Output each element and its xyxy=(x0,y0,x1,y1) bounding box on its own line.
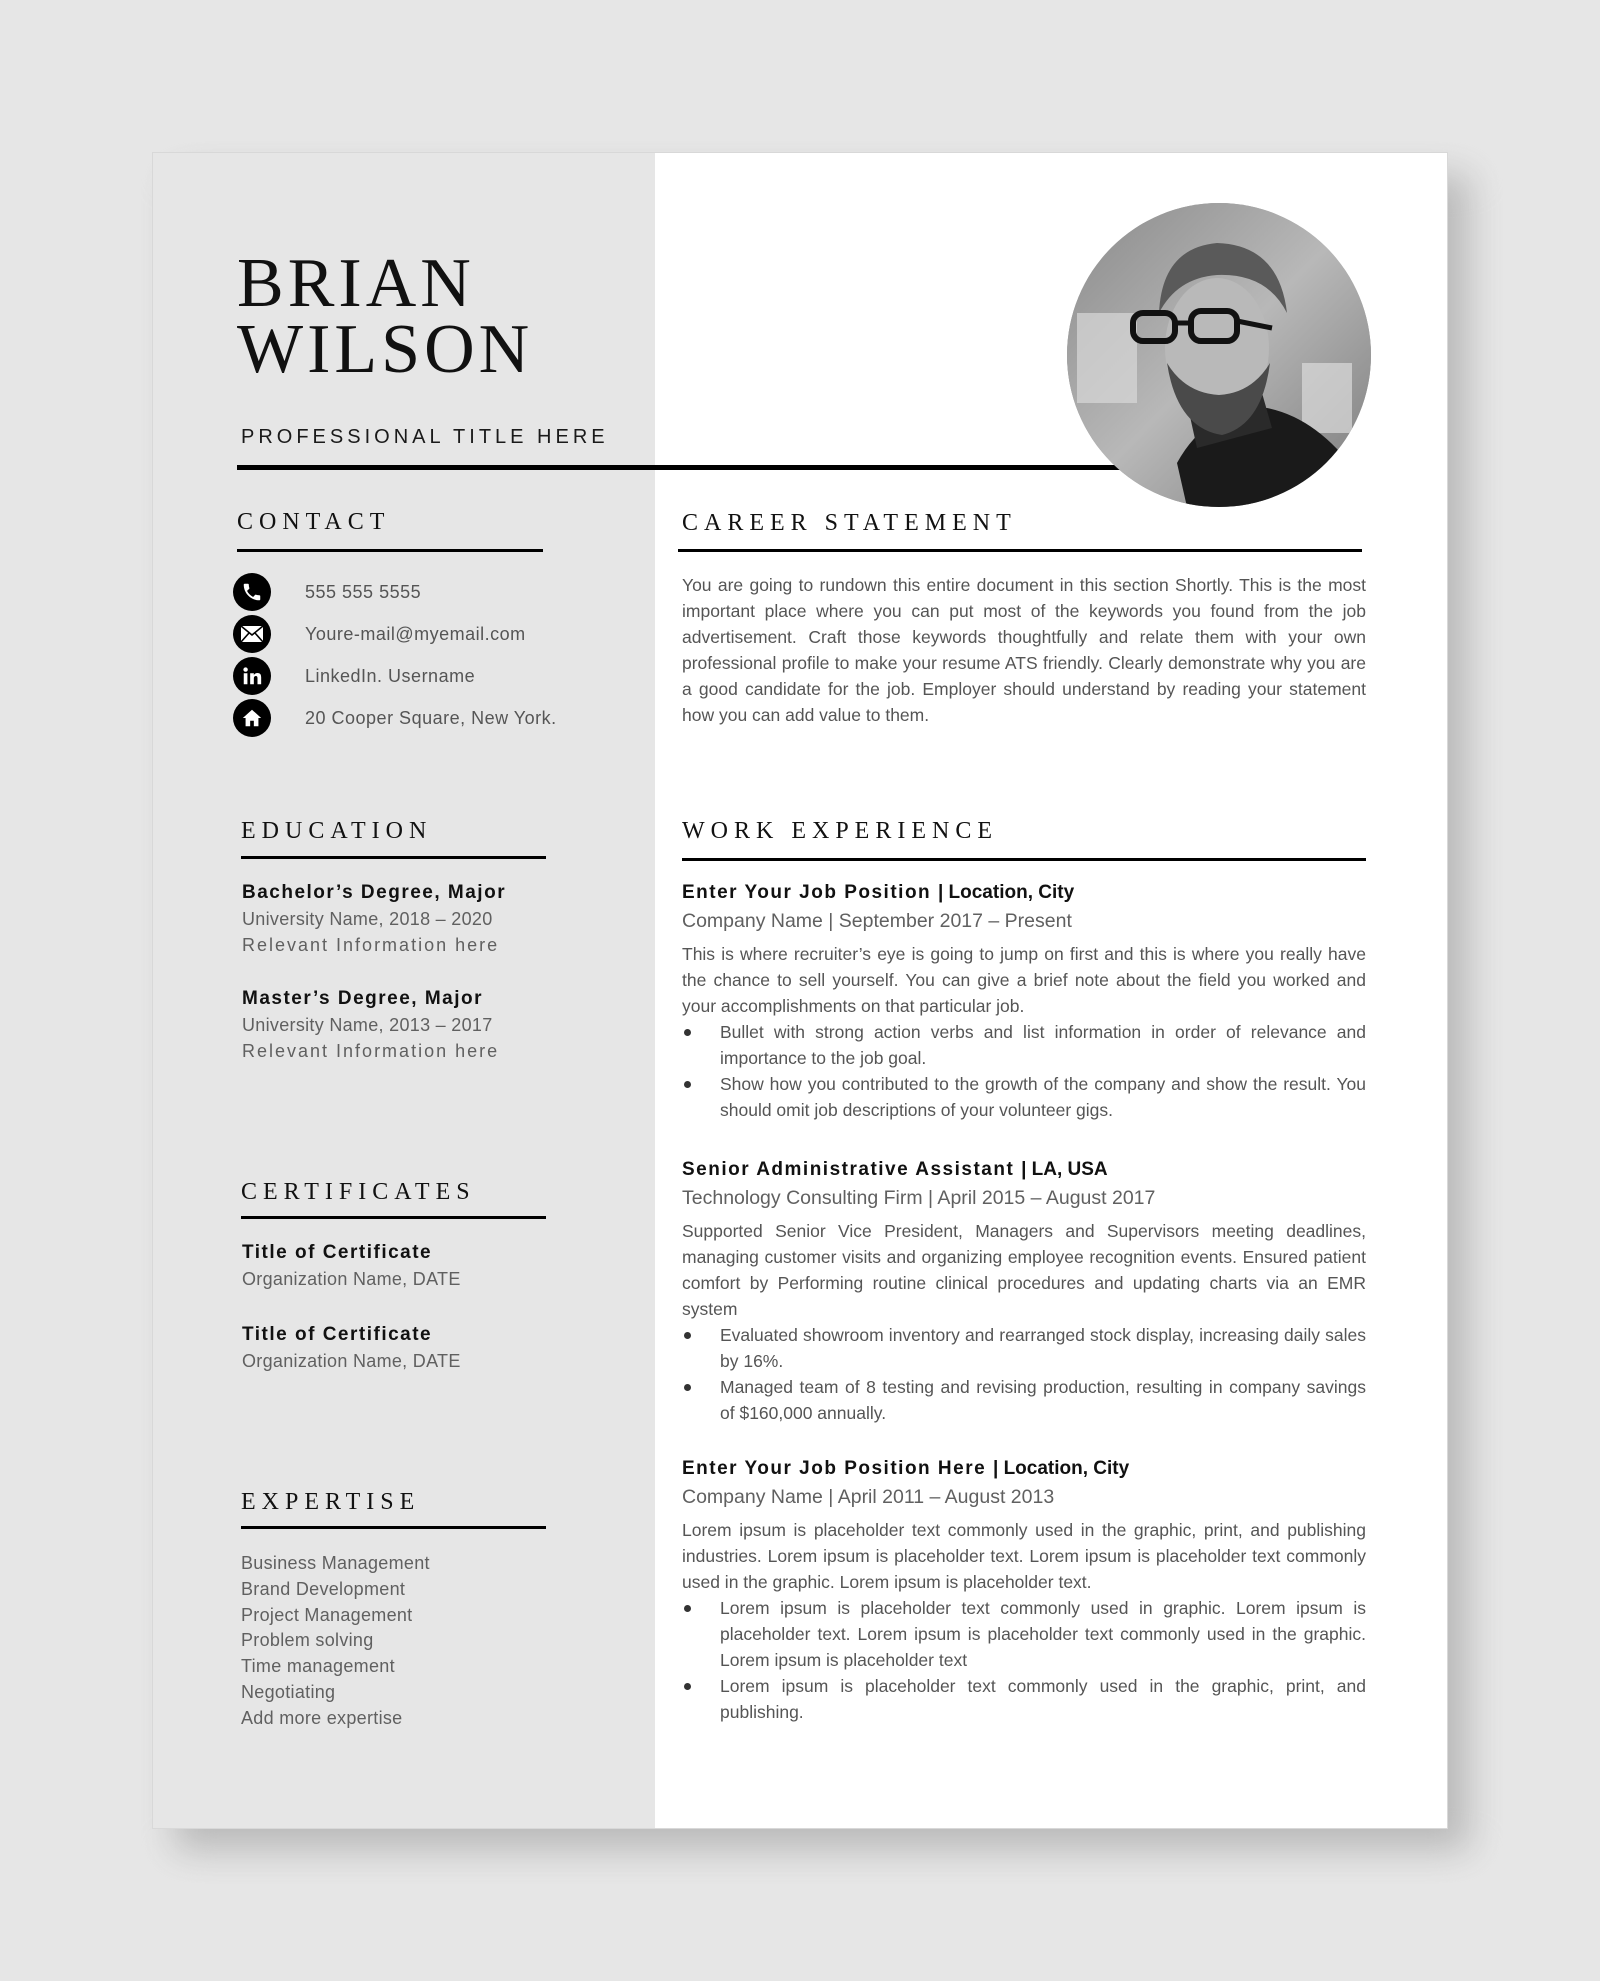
phone-number: 555 555 5555 xyxy=(305,581,422,602)
linkedin-icon xyxy=(233,657,271,695)
expertise-list xyxy=(241,1551,621,1732)
job-bullet: Lorem ipsum is placeholder text commonly used in the graphic, print, and publishing. xyxy=(682,1673,1366,1725)
expertise-heading: EXPERTISE xyxy=(241,1489,421,1515)
certificates-divider xyxy=(241,1216,546,1219)
job-position: Senior Administrative Assistant xyxy=(682,1159,1022,1180)
job-entry xyxy=(682,879,1366,1123)
degree-title: Master’s Degree, Major xyxy=(242,988,484,1009)
job-company-dates: Company Name | September 2017 – Present xyxy=(682,910,1072,932)
expertise-item: Project Management xyxy=(241,1604,413,1625)
career-divider xyxy=(678,549,1362,552)
contact-linkedin xyxy=(233,657,475,695)
contact-divider xyxy=(237,549,543,552)
certificate-item xyxy=(242,1322,622,1374)
expertise-item: Negotiating xyxy=(241,1681,336,1702)
career-statement-text: You are going to rundown this entire document in this section Shortly. This is the most important place where you can put most of the keywords you found from the job advertisement. Craft those keywords thoughtfully and relate them with your own professional profile to make your resume ATS friendly. Clearly demonstrate why you are a good candidate for the job. Employer should understand by reading your statement how you can add value to them. xyxy=(682,575,1366,725)
phone-icon xyxy=(233,573,271,611)
resume-page xyxy=(153,153,1447,1828)
education-list xyxy=(242,880,622,1064)
work-divider xyxy=(682,858,1366,861)
career-heading: CAREER STATEMENT xyxy=(682,510,1017,536)
job-summary: Supported Senior Vice President, Managers and Supervisors meeting deadlines, managing customer visits and organizing employee recognition events. Ensured patient comfort by Performing routine clinical procedures and updating charts via an EMR system xyxy=(682,1221,1366,1319)
first-name: BRIAN xyxy=(237,245,475,322)
expertise-item: Time management xyxy=(241,1656,395,1677)
job-bullet: Evaluated showroom inventory and rearranged stock display, increasing daily sales by 16%. xyxy=(682,1322,1366,1374)
job-bullet: Lorem ipsum is placeholder text commonly used in graphic. Lorem ipsum is placeholder text. Lorem ipsum is placeholder text commonly used in the graphic. Lorem ipsum is placeholder text xyxy=(682,1595,1366,1673)
job-title-line xyxy=(682,1455,1366,1483)
email-address[interactable]: Youre-mail@myemail.com xyxy=(305,623,526,644)
expertise-divider xyxy=(241,1526,546,1529)
contact-heading: CONTACT xyxy=(237,509,391,535)
contact-phone xyxy=(233,573,421,611)
job-bullets xyxy=(682,1322,1366,1426)
school-dates: University Name, 2018 – 2020 xyxy=(242,909,493,929)
certificate-org: Organization Name, DATE xyxy=(242,1351,461,1371)
education-info: Relevant Information here xyxy=(242,1041,500,1061)
profile-photo xyxy=(1067,203,1371,507)
job-title-line xyxy=(682,1156,1366,1184)
job-bullet: Managed team of 8 testing and revising production, resulting in company savings of $160,000 annually. xyxy=(682,1374,1366,1426)
linkedin-username[interactable]: LinkedIn. Username xyxy=(305,665,476,686)
school-dates: University Name, 2013 – 2017 xyxy=(242,1015,493,1035)
job-location: | LA, USA xyxy=(1021,1159,1108,1180)
job-company-dates: Company Name | April 2011 – August 2013 xyxy=(682,1486,1055,1508)
certificate-item xyxy=(242,1240,622,1292)
certificates-heading: CERTIFICATES xyxy=(241,1179,476,1205)
expertise-item: Add more expertise xyxy=(241,1707,403,1728)
expertise-item: Brand Development xyxy=(241,1578,406,1599)
candidate-name xyxy=(237,245,534,388)
job-location: | Location, City xyxy=(992,1458,1130,1479)
job-location: | Location, City xyxy=(937,882,1075,903)
job-summary: Lorem ipsum is placeholder text commonly used in the graphic, print, and publishing industries. Lorem ipsum is placeholder text. Lorem ipsum is placeholder text commonly used in the graphic. Lorem ipsum is placeholder text. xyxy=(682,1520,1366,1592)
job-entry xyxy=(682,1455,1366,1725)
education-item xyxy=(242,986,622,1064)
expertise-item: Problem solving xyxy=(241,1630,374,1651)
education-divider xyxy=(241,856,546,859)
certificates-list xyxy=(242,1240,622,1374)
job-company-dates: Technology Consulting Firm | April 2015 – August 2017 xyxy=(682,1187,1156,1209)
email-icon xyxy=(233,615,271,653)
home-icon xyxy=(233,699,271,737)
street-address: 20 Cooper Square, New York. xyxy=(305,707,557,728)
last-name: WILSON xyxy=(237,311,534,388)
certificate-title: Title of Certificate xyxy=(242,1242,433,1263)
contact-address xyxy=(233,699,557,737)
degree-title: Bachelor’s Degree, Major xyxy=(242,882,507,903)
certificate-title: Title of Certificate xyxy=(242,1324,433,1345)
work-heading: WORK EXPERIENCE xyxy=(682,818,998,844)
job-position: Enter Your Job Position Here xyxy=(682,1458,993,1479)
professional-title: PROFESSIONAL TITLE HERE xyxy=(241,426,609,448)
education-item xyxy=(242,880,622,958)
certificate-org: Organization Name, DATE xyxy=(242,1269,461,1289)
header-divider xyxy=(237,465,1137,470)
job-title-line xyxy=(682,879,1366,907)
job-entry xyxy=(682,1156,1366,1426)
contact-email xyxy=(233,615,526,653)
job-position: Enter Your Job Position xyxy=(682,882,938,903)
education-info: Relevant Information here xyxy=(242,935,500,955)
portrait-photo-icon xyxy=(1067,203,1371,507)
job-bullet: Bullet with strong action verbs and list information in order of relevance and importance to the job goal. xyxy=(682,1019,1366,1071)
job-bullets xyxy=(682,1019,1366,1123)
job-summary: This is where recruiter’s eye is going to jump on first and this is where you really have the chance to sell yourself. You can give a brief note about the field you worked and your accomplishments on that particular job. xyxy=(682,944,1366,1016)
education-heading: EDUCATION xyxy=(241,818,433,844)
job-bullet: Show how you contributed to the growth of the company and show the result. You should omit job descriptions of your volunteer gigs. xyxy=(682,1071,1366,1123)
job-bullets xyxy=(682,1595,1366,1725)
expertise-item: Business Management xyxy=(241,1553,430,1573)
